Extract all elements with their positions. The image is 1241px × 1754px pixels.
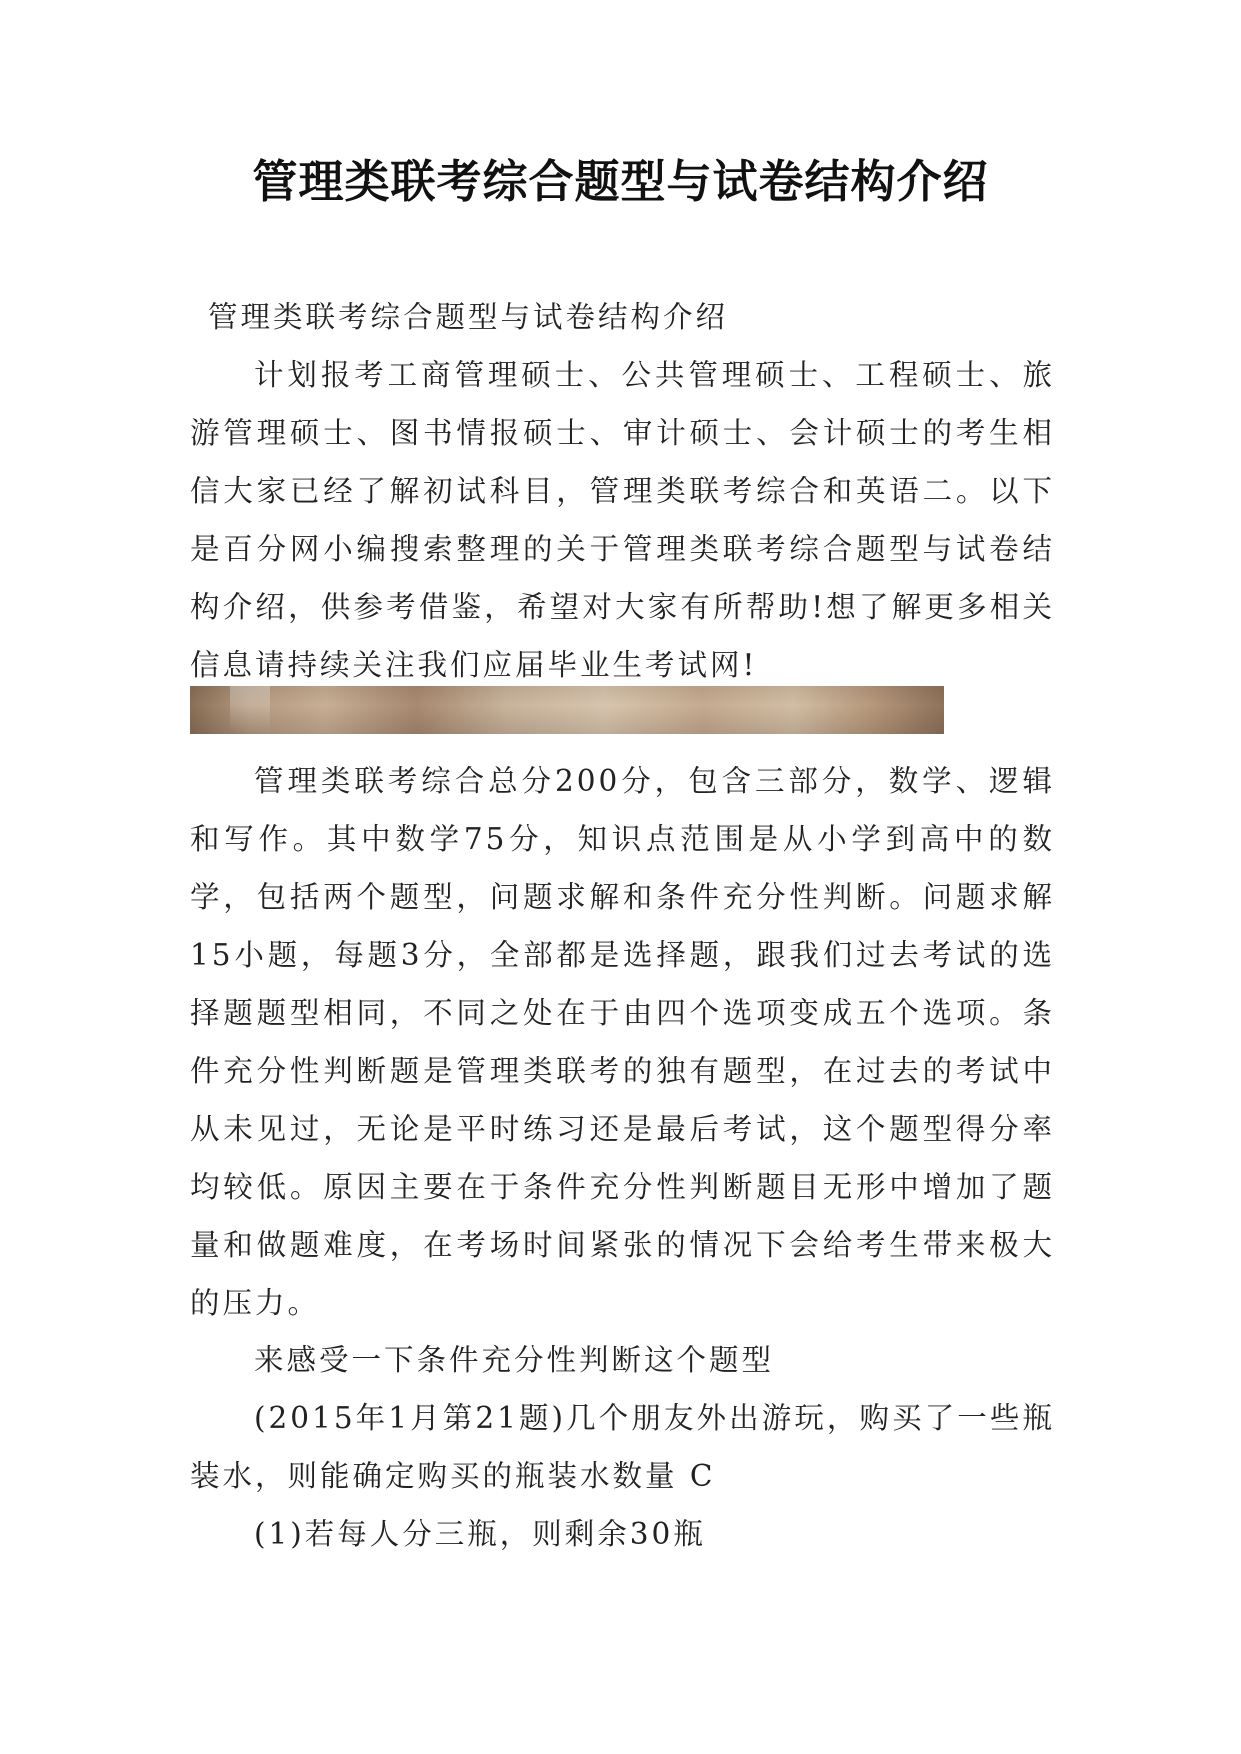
intro-paragraph: 计划报考工商管理硕士、公共管理硕士、工程硕士、旅游管理硕士、图书情报硕士、审计硕士、会计硕士的考生相信大家已经了解初试科目，管理类联考综合和英语二。以下是百分网小编搜索整理的关于管理类联考综合题型与试卷结构介绍，供参考借鉴，希望对大家有所帮助!想了解更多相关信息请持续关注我们应届毕业生考试网!	[190, 358, 1055, 682]
document-title: 管理类联考综合题型与试卷结构介绍	[252, 155, 989, 208]
banner-image	[190, 686, 944, 734]
exam-structure-paragraph: 管理类联考综合总分200分，包含三部分，数学、逻辑和写作。其中数学75分，知识点范围是从小学到高中的数学，包括两个题型，问题求解和条件充分性判断。问题求解15小题，每题3分，全部都是选择题，跟我们过去考试的选择题题型相同，不同之处在于由四个选项变成五个选项。条件充分性判断题是管理类联考的独有题型，在过去的考试中从未见过，无论是平时练习还是最后考试，这个题型得分率均较低。原因主要在于条件充分性判断题目无形中增加了题量和做题难度，在考场时间紧张的情况下会给考生带来极大的压力。	[190, 764, 1055, 1320]
example-question: (2015年1月第21题)几个朋友外出游玩，购买了一些瓶装水，则能确定购买的瓶装水数量 C	[190, 1401, 1055, 1493]
condition-one: (1)若每人分三瓶，则剩余30瓶	[254, 1517, 706, 1551]
question-type-intro: 来感受一下条件充分性判断这个题型	[254, 1343, 775, 1377]
document-subtitle: 管理类联考综合题型与试卷结构介绍	[208, 300, 729, 334]
